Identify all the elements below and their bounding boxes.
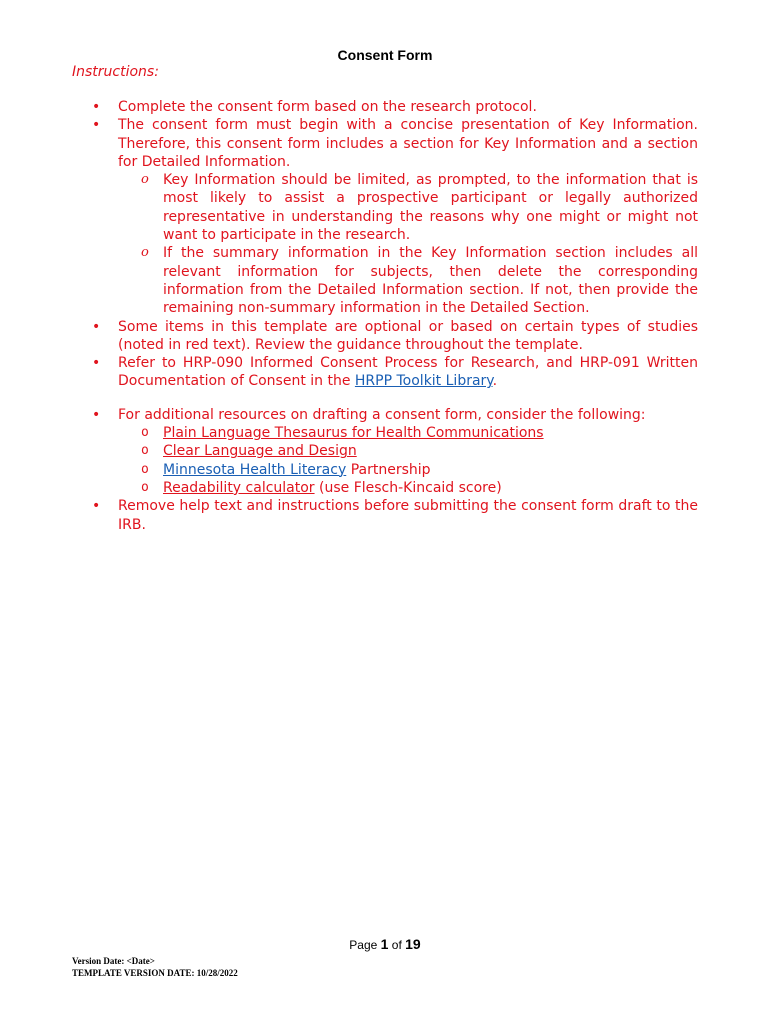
version-info	[72, 955, 238, 979]
instructions-list	[72, 98, 698, 534]
bullet-icon: •	[92, 117, 101, 134]
of-word: of	[388, 938, 406, 952]
sub-list-item	[72, 171, 698, 244]
bullet-icon: •	[92, 99, 101, 115]
sub-list	[118, 171, 698, 317]
resources-sub-list	[118, 424, 698, 497]
sub-list-item-suffix: Partnership	[346, 461, 431, 478]
list-item-text: Refer to HRP-090 Informed Consent Process for Research, and HRP-091 Written Documentation of Consent in the	[118, 355, 698, 390]
instructions-heading: Instructions:	[72, 64, 159, 80]
readability-calculator-link[interactable]: Readability calculator	[163, 479, 315, 496]
list-item	[72, 116, 698, 317]
page-word: Page	[349, 938, 381, 952]
list-item	[72, 497, 698, 534]
page-number	[0, 936, 770, 952]
list-item-text: For additional resources on drafting a consent form, consider the following:	[118, 406, 646, 423]
list-item	[72, 406, 698, 497]
minnesota-health-literacy-link[interactable]: Minnesota Health Literacy	[163, 461, 347, 478]
bullet-icon: •	[92, 498, 101, 515]
sub-list-item	[72, 244, 698, 317]
list-item-text: Complete the consent form based on the research protocol.	[118, 99, 537, 115]
sub-list-item	[72, 461, 698, 479]
list-item	[72, 318, 698, 355]
hrpp-toolkit-library-link[interactable]: HRPP Toolkit Library	[354, 373, 493, 390]
sub-bullet-icon: o	[141, 245, 149, 261]
list-item	[72, 98, 698, 116]
sub-list-item-suffix: (use Flesch-Kincaid score)	[314, 479, 502, 496]
template-version-date: TEMPLATE VERSION DATE: 10/28/2022	[72, 968, 238, 978]
spacer	[72, 391, 698, 406]
page-title: Consent Form	[337, 47, 433, 63]
sub-bullet-icon: o	[141, 425, 149, 441]
total-pages: 19	[405, 936, 421, 952]
sub-bullet-icon: o	[141, 461, 149, 477]
sub-list-item	[72, 479, 698, 497]
sub-list-item-text: Key Information should be limited, as prompted, to the information that is most likely to assist a prospective participant or legally authorized representative in understanding the reasons why one might or might not want to participate in the research.	[163, 172, 698, 244]
bullet-icon: •	[92, 406, 101, 423]
list-item-text: The consent form must begin with a concise presentation of Key Information. Therefore, this consent form includes a section for Key Information and a section for Detailed Information.	[118, 117, 698, 170]
list-item	[72, 354, 698, 391]
sub-list-item	[72, 442, 698, 460]
plain-language-thesaurus-link[interactable]: Plain Language Thesaurus for Health Communications	[163, 425, 544, 442]
sub-list-item	[72, 424, 698, 442]
list-item-text: Some items in this template are optional or based on certain types of studies (noted in red text). Review the guidance throughout the template.	[118, 318, 698, 353]
bullet-icon: •	[92, 355, 101, 372]
list-item-text: Remove help text and instructions before submitting the consent form draft to the IRB.	[118, 498, 698, 533]
sub-bullet-icon: o	[141, 479, 149, 495]
bullet-icon: •	[92, 318, 101, 335]
sub-list-item-text: If the summary information in the Key Information section includes all relevant information for subjects, then delete the corresponding information from the Detailed Information section. If not, then provide the remaining non-summary information in the Detailed Section.	[163, 245, 698, 317]
sub-bullet-icon: o	[141, 172, 149, 188]
list-item-suffix: .	[492, 373, 498, 390]
sub-bullet-icon: o	[141, 443, 149, 459]
current-page: 1	[380, 936, 389, 952]
version-date: Version Date: <Date>	[72, 956, 155, 966]
clear-language-design-link[interactable]: Clear Language and Design	[163, 443, 357, 460]
